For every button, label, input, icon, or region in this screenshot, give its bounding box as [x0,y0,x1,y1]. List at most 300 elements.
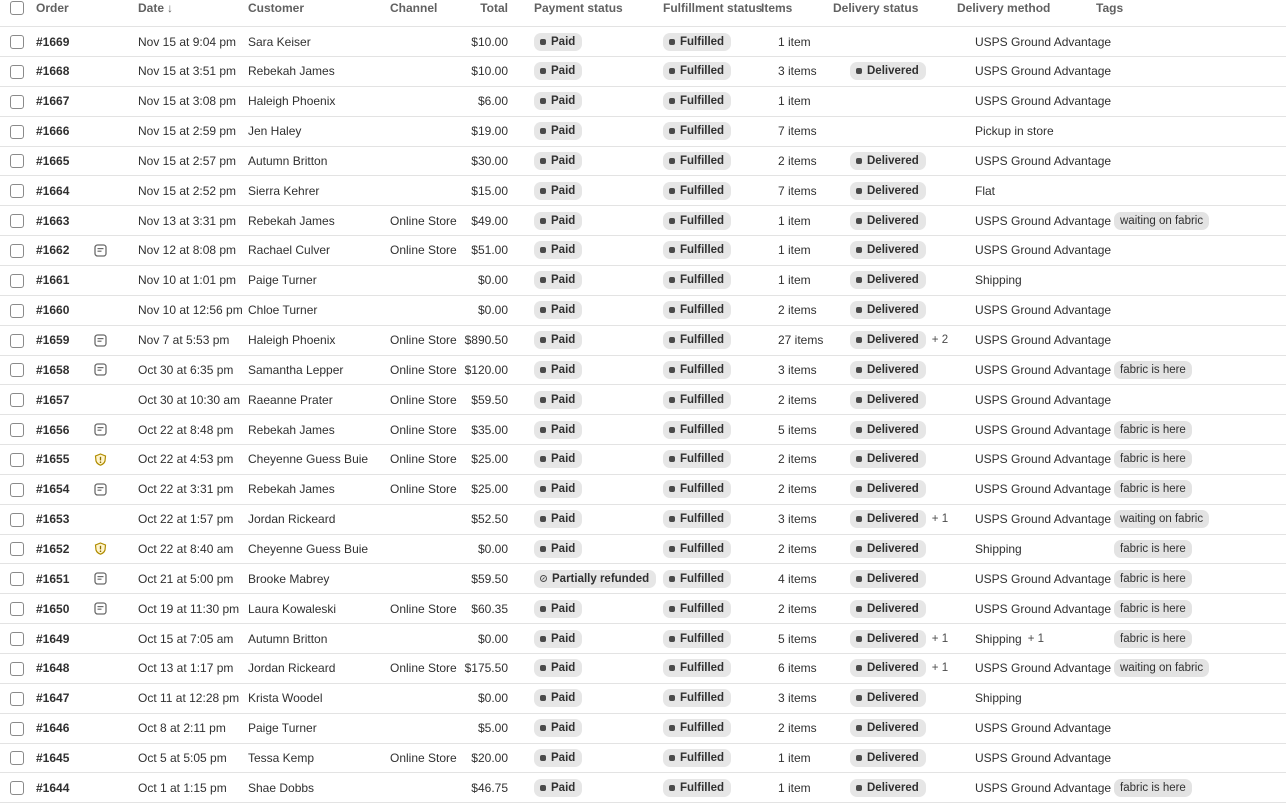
row-checkbox[interactable] [10,632,24,646]
table-row[interactable] [0,534,1286,564]
item-count[interactable]: 4 items [778,571,817,586]
status-dot-icon [540,695,546,701]
status-dot-icon [669,218,675,224]
risk-alert-icon[interactable] [94,542,107,555]
status-dot-icon [669,576,675,582]
tags-cell [1114,445,1192,474]
payment-status-badge: Paid [534,33,582,51]
payment-status-cell [534,773,582,802]
order-tag[interactable]: fabric is here [1114,779,1192,797]
select-all-checkbox[interactable] [10,1,24,15]
payment-status-badge: Paid [534,510,582,528]
delivery-status-badge: Delivered [850,62,926,80]
delivery-status-cell [850,505,948,534]
delivery-method: USPS Ground Advantage [975,482,1112,497]
table-row[interactable] [0,27,1286,57]
table-row[interactable] [0,57,1286,87]
item-count[interactable]: 2 items [778,541,817,556]
order-number[interactable]: #1655 [36,452,70,467]
order-total: $0.00 [477,273,508,288]
order-number[interactable]: #1645 [36,750,70,765]
item-count[interactable]: 27 items [778,333,824,347]
note-cell [93,594,107,623]
status-dot-icon [856,725,862,731]
row-checkbox[interactable] [10,423,24,437]
row-checkbox[interactable] [10,542,24,556]
row-checkbox[interactable] [10,154,24,168]
note-icon[interactable] [94,483,107,496]
status-dot-icon [540,486,546,492]
item-count[interactable]: 3 items [778,691,817,706]
status-dot-icon [856,636,862,642]
delivery-method-cell [975,684,1022,713]
order-tag[interactable]: fabric is here [1114,630,1192,648]
order-total: $890.50 [464,333,508,347]
table-row[interactable] [0,206,1286,236]
item-count[interactable]: 2 items [778,721,817,736]
payment-status-badge: Paid [534,152,582,170]
fulfillment-status-cell [663,505,731,534]
payment-status-badge: Paid [534,630,582,648]
item-count[interactable]: 1 item [778,780,811,795]
status-dot-icon [669,307,675,313]
status-dot-icon [540,755,546,761]
delivery-status-cell [850,355,926,384]
order-number[interactable]: #1664 [36,183,70,198]
order-number[interactable]: #1653 [36,512,70,527]
order-number[interactable]: #1669 [36,34,70,49]
status-dot-icon [669,785,675,791]
note-cell [93,564,107,593]
item-count[interactable]: 1 item [778,213,811,228]
delivery-method-extra-count[interactable]: + 1 [1027,632,1045,645]
column-header-total[interactable]: Total [480,1,508,15]
status-dot-icon [540,188,546,194]
order-number[interactable]: #1647 [36,691,70,706]
fulfillment-status-cell [663,624,731,653]
column-header-fulfillment-status[interactable]: Fulfillment status [663,1,763,15]
delivery-method-cell [975,534,1022,563]
item-count[interactable]: 1 item [778,243,811,258]
table-row[interactable] [0,415,1286,445]
item-count[interactable]: 1 item [778,94,811,109]
order-tag[interactable]: fabric is here [1114,480,1192,498]
customer-name: Jen Haley [248,124,302,139]
note-cell [93,475,107,504]
order-total: $51.00 [471,243,508,258]
status-dot-icon [669,755,675,761]
table-row[interactable] [0,564,1286,594]
note-cell [93,27,107,56]
fulfillment-status-badge: Fulfilled [663,600,731,618]
payment-status-badge: Paid [534,719,582,737]
column-header-channel[interactable]: Channel [390,1,438,15]
delivery-status-badge: Delivered [850,719,926,737]
item-count[interactable]: 2 items [778,303,817,318]
customer-name: Haleigh Phoenix [248,333,336,347]
table-row[interactable] [0,773,1286,803]
delivery-extra-count[interactable]: + 1 [931,662,949,675]
row-checkbox[interactable] [10,692,24,706]
item-count[interactable]: 2 items [778,452,817,467]
row-checkbox[interactable] [10,125,24,139]
status-dot-icon [540,39,546,45]
delivery-method: USPS Ground Advantage [975,94,1112,109]
status-dot-icon [669,665,675,671]
order-date: Oct 19 at 11:30 pm [138,601,240,616]
note-cell [93,117,107,146]
payment-status-badge: Paid [534,689,582,707]
order-number[interactable]: #1656 [36,422,70,437]
order-tag[interactable]: fabric is here [1114,570,1192,588]
fulfillment-status-cell [663,415,731,444]
table-row[interactable] [0,714,1286,744]
order-date: Oct 22 at 3:31 pm [138,482,234,497]
order-number[interactable]: #1660 [36,303,70,318]
note-cell [93,654,107,683]
delivery-status-cell [850,176,926,205]
row-checkbox[interactable] [10,274,24,288]
table-row[interactable] [0,87,1286,117]
note-cell [93,714,107,743]
order-date: Nov 15 at 2:52 pm [138,183,237,198]
delivery-status-cell [850,326,948,355]
customer-name: Rebekah James [248,64,335,79]
order-number[interactable]: #1644 [36,780,70,795]
row-checkbox[interactable] [10,662,24,676]
sales-channel: Online Store [390,482,457,497]
delivery-status-cell [850,296,926,325]
delivery-method: USPS Ground Advantage [975,362,1112,377]
order-number[interactable]: #1662 [36,243,70,258]
fulfillment-status-badge: Fulfilled [663,271,731,289]
delivery-method-cell [975,654,1111,683]
fulfillment-status-badge: Fulfilled [663,122,731,140]
status-dot-icon [856,218,862,224]
table-row[interactable] [0,594,1286,624]
column-header-date[interactable] [138,0,173,27]
order-number[interactable]: #1648 [36,661,70,676]
delivery-method-cell [975,296,1111,325]
table-row[interactable] [0,624,1286,654]
note-icon[interactable] [94,602,107,615]
payment-status-cell [534,236,582,265]
item-count[interactable]: 3 items [778,64,817,79]
delivery-method: USPS Ground Advantage [975,333,1112,347]
item-count[interactable]: 7 items [778,124,817,139]
status-dot-icon [540,218,546,224]
order-number[interactable]: #1665 [36,153,70,168]
delivery-status-badge: Delivered [850,510,926,528]
delivery-status-cell [850,385,926,414]
delivery-status-cell [850,266,926,295]
order-number[interactable]: #1651 [36,571,70,586]
status-dot-icon [856,516,862,522]
order-total: $175.50 [464,661,508,676]
delivery-method-cell [975,475,1111,504]
fulfillment-status-badge: Fulfilled [663,212,731,230]
note-icon[interactable] [94,334,107,347]
table-row[interactable] [0,505,1286,535]
fulfillment-status-cell [663,146,731,175]
risk-alert-icon[interactable] [94,453,107,466]
sales-channel: Online Store [390,422,457,437]
note-icon[interactable] [94,244,107,257]
order-tag[interactable]: fabric is here [1114,450,1192,468]
table-row[interactable] [0,266,1286,296]
order-number[interactable]: #1646 [36,721,70,736]
tags-cell [1114,624,1192,653]
delivery-extra-count[interactable]: + 1 [931,513,949,526]
delivery-status-badge: Delivered [850,659,926,677]
delivery-method-cell [975,385,1111,414]
order-date: Oct 5 at 5:05 pm [138,750,227,765]
table-row[interactable] [0,296,1286,326]
tags-cell [1114,505,1209,534]
payment-status-badge: Paid [534,540,582,558]
sales-channel: Online Store [390,661,457,676]
payment-status-badge: Paid [534,92,582,110]
note-cell [93,87,107,116]
column-header-order[interactable]: Order [36,1,69,15]
item-count[interactable]: 1 item [778,750,811,765]
delivery-status-badge: Delivered [850,301,926,319]
order-date: Oct 8 at 2:11 pm [138,721,226,736]
delivery-method: Shipping [975,541,1022,556]
note-icon[interactable] [94,572,107,585]
customer-name: Autumn Britton [248,153,328,168]
item-count[interactable]: 2 items [778,392,817,407]
customer-name: Rebekah James [248,422,335,437]
row-checkbox[interactable] [10,453,24,467]
row-checkbox[interactable] [10,95,24,109]
item-count[interactable]: 3 items [778,512,817,527]
row-checkbox[interactable] [10,602,24,616]
tags-cell [1114,415,1192,444]
sales-channel: Online Store [390,750,457,765]
delivery-status-badge: Delivered [850,450,926,468]
note-icon[interactable] [94,363,107,376]
column-header-delivery-method[interactable]: Delivery method [957,1,1051,15]
customer-name: Krista Woodel [248,691,323,706]
order-number[interactable]: #1663 [36,213,70,228]
delivery-status-cell [850,236,926,265]
customer-name: Autumn Britton [248,631,328,646]
order-tag[interactable]: waiting on fabric [1114,212,1209,230]
order-tag[interactable]: fabric is here [1114,421,1192,439]
customer-name: Brooke Mabrey [248,571,330,586]
delivery-method-cell [975,206,1111,235]
payment-status-badge: Paid [534,331,582,349]
status-dot-icon [540,307,546,313]
delivery-method: Shipping [975,631,1022,646]
table-row[interactable] [0,117,1286,147]
status-dot-icon [540,247,546,253]
delivery-extra-count[interactable]: + 1 [931,632,949,645]
order-tag[interactable]: fabric is here [1114,540,1192,558]
table-row[interactable] [0,355,1286,385]
table-row[interactable] [0,684,1286,714]
row-checkbox[interactable] [10,393,24,407]
table-row[interactable] [0,236,1286,266]
row-checkbox[interactable] [10,781,24,795]
fulfillment-status-cell [663,594,731,623]
order-number[interactable]: #1661 [36,273,70,288]
note-icon[interactable] [94,423,107,436]
order-tag[interactable]: fabric is here [1114,600,1192,618]
fulfillment-status-cell [663,684,731,713]
delivery-status-badge: Delivered [850,361,926,379]
customer-name: Paige Turner [248,273,317,288]
fulfillment-status-badge: Fulfilled [663,659,731,677]
sales-channel: Online Store [390,601,457,616]
fulfillment-status-badge: Fulfilled [663,540,731,558]
payment-status-cell [534,684,582,713]
delivery-method-cell [975,624,1044,653]
order-date: Nov 15 at 2:57 pm [138,153,237,168]
item-count[interactable]: 2 items [778,482,817,497]
row-checkbox[interactable] [10,572,24,586]
row-checkbox[interactable] [10,214,24,228]
row-checkbox[interactable] [10,244,24,258]
payment-status-cell [534,534,582,563]
fulfillment-status-cell [663,87,731,116]
sales-channel: Online Store [390,362,457,377]
customer-name: Rebekah James [248,482,335,497]
item-count[interactable]: 6 items [778,661,817,676]
order-tag[interactable]: waiting on fabric [1114,659,1209,677]
status-dot-icon [540,456,546,462]
table-row[interactable] [0,385,1286,415]
order-number[interactable]: #1658 [36,362,70,377]
fulfillment-status-cell [663,714,731,743]
status-dot-icon [669,247,675,253]
note-cell [93,266,107,295]
delivery-method: Shipping [975,273,1022,288]
delivery-status-badge: Delivered [850,331,926,349]
payment-status-badge: Paid [534,212,582,230]
item-count[interactable]: 2 items [778,153,817,168]
status-dot-icon [540,546,546,552]
column-header-items[interactable]: Items [761,1,793,15]
sales-channel: Online Store [390,243,457,258]
delivery-method-cell [975,355,1111,384]
note-cell [93,385,107,414]
order-total: $60.35 [471,601,508,616]
row-checkbox[interactable] [10,304,24,318]
column-header-delivery-status[interactable]: Delivery status [833,1,919,15]
order-number[interactable]: #1668 [36,64,70,79]
row-checkbox[interactable] [10,363,24,377]
order-date: Oct 15 at 7:05 am [138,631,234,646]
order-date: Nov 15 at 3:08 pm [138,94,237,109]
order-tag[interactable]: fabric is here [1114,361,1192,379]
delivery-status-cell [850,743,926,772]
item-count[interactable]: 5 items [778,422,817,437]
delivery-method-cell [975,326,1111,355]
row-checkbox[interactable] [10,751,24,765]
table-row[interactable] [0,176,1286,206]
order-number[interactable]: #1666 [36,124,70,139]
order-tag[interactable]: waiting on fabric [1114,510,1209,528]
row-checkbox[interactable] [10,35,24,49]
delivery-method-cell [975,117,1054,146]
item-count[interactable]: 5 items [778,631,817,646]
sales-channel: Online Store [390,392,457,407]
order-total: $19.00 [471,124,508,139]
row-checkbox[interactable] [10,722,24,736]
table-row[interactable] [0,654,1286,684]
status-dot-icon [669,546,675,552]
delivery-method: USPS Ground Advantage [975,601,1112,616]
order-number[interactable]: #1657 [36,392,70,407]
table-row[interactable] [0,326,1286,356]
order-number[interactable]: #1667 [36,94,70,109]
table-row[interactable] [0,445,1286,475]
payment-status-cell [534,27,582,56]
row-checkbox[interactable] [10,483,24,497]
status-dot-icon [669,695,675,701]
table-row[interactable] [0,146,1286,176]
item-count[interactable]: 3 items [778,362,817,377]
row-checkbox[interactable] [10,65,24,79]
payment-status-badge: Paid [534,450,582,468]
status-dot-icon [669,516,675,522]
order-number[interactable]: #1652 [36,541,70,556]
note-cell [93,534,107,563]
row-checkbox[interactable] [10,513,24,527]
item-count[interactable]: 1 item [778,34,811,49]
item-count[interactable]: 1 item [778,273,811,288]
row-checkbox[interactable] [10,334,24,348]
order-number[interactable]: #1650 [36,601,70,616]
status-dot-icon [856,606,862,612]
item-count[interactable]: 7 items [778,183,817,198]
order-number[interactable]: #1649 [36,631,70,646]
status-dot-icon [856,546,862,552]
order-number[interactable]: #1659 [36,333,70,347]
fulfillment-status-cell [663,117,731,146]
table-row[interactable] [0,475,1286,505]
row-checkbox[interactable] [10,184,24,198]
customer-name: Rebekah James [248,213,335,228]
fulfillment-status-badge: Fulfilled [663,33,731,51]
note-cell [93,146,107,175]
column-header-customer[interactable]: Customer [248,1,305,15]
fulfillment-status-cell [663,654,731,683]
status-dot-icon [669,98,675,104]
status-dot-icon [856,576,862,582]
column-header-tags[interactable]: Tags [1096,1,1124,15]
table-row[interactable] [0,743,1286,773]
order-total: $49.00 [471,213,508,228]
customer-name: Samantha Lepper [248,362,344,377]
order-date: Oct 21 at 5:00 pm [138,571,234,586]
delivery-status-badge: Delivered [850,689,926,707]
column-header-payment-status[interactable]: Payment status [534,1,623,15]
sales-channel: Online Store [390,452,457,467]
item-count[interactable]: 2 items [778,601,817,616]
delivery-status-cell [850,445,926,474]
delivery-extra-count[interactable]: + 2 [931,334,949,346]
order-date: Oct 11 at 12:28 pm [138,691,240,706]
payment-status-badge: Paid [534,779,582,797]
tags-cell [1114,206,1209,235]
order-date: Nov 15 at 2:59 pm [138,124,237,139]
status-dot-icon [856,307,862,313]
order-number[interactable]: #1654 [36,482,70,497]
delivery-method-cell [975,87,1111,116]
